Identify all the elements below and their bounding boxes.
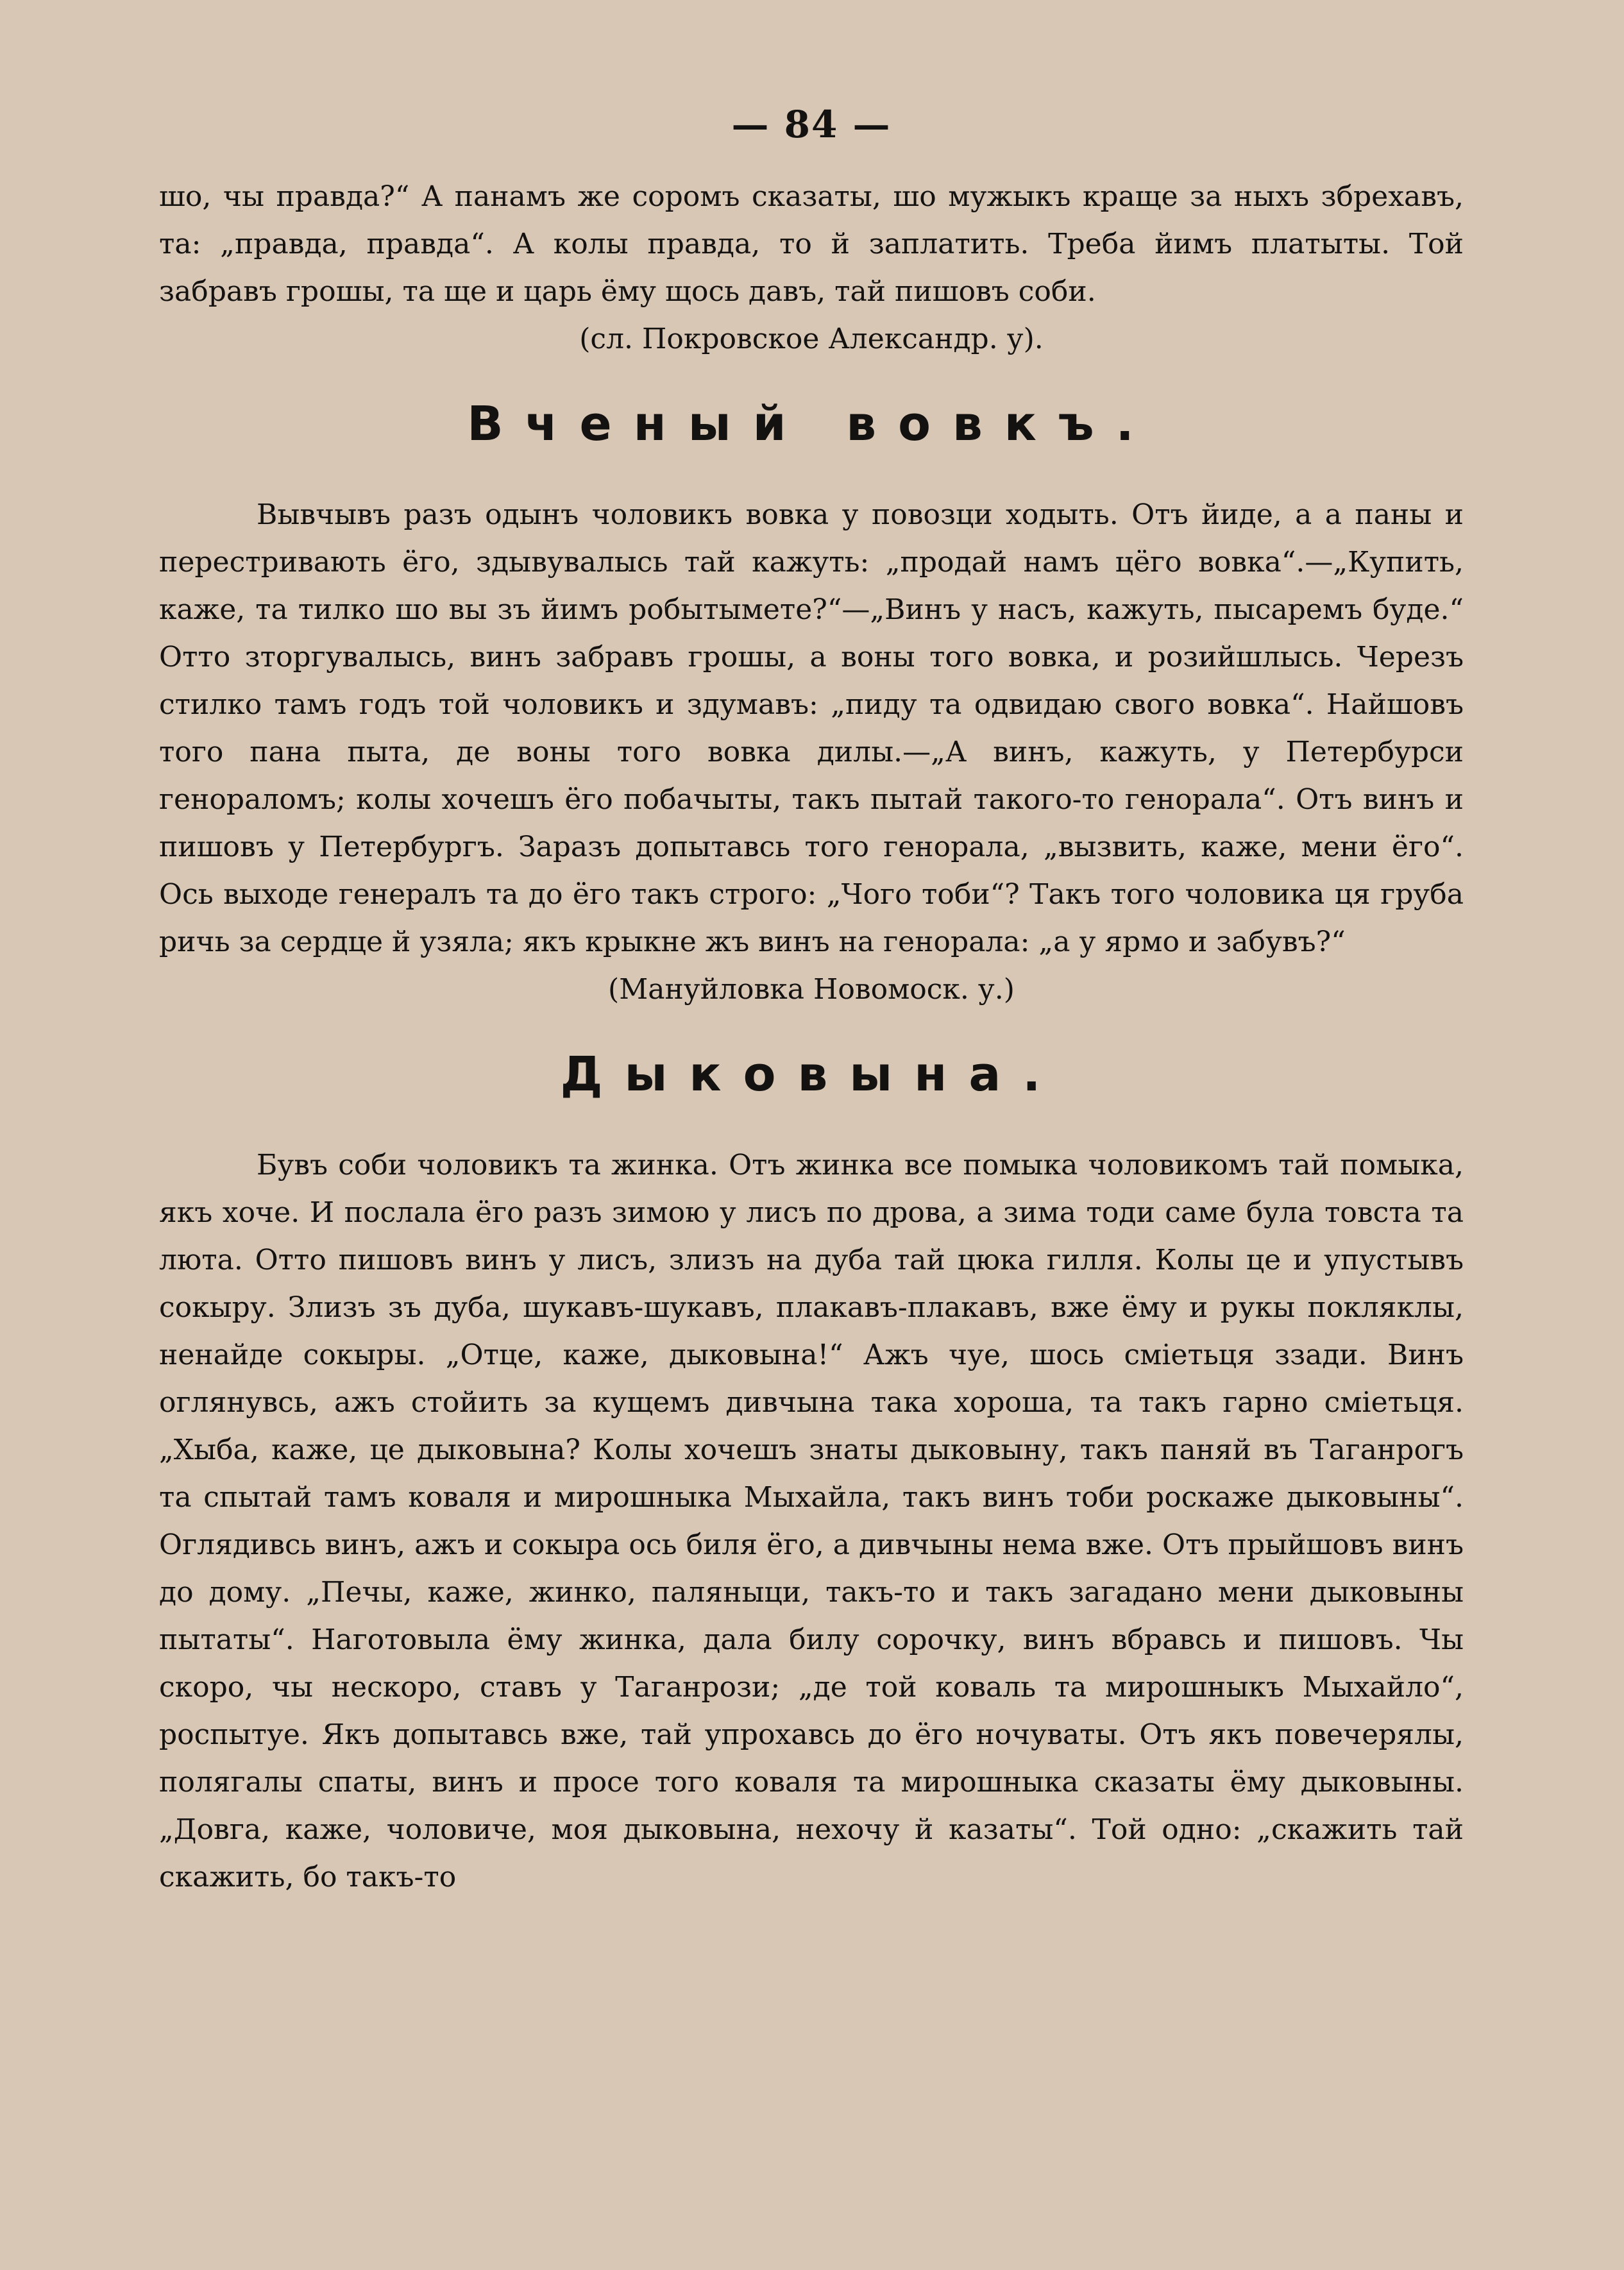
page — [159, 103, 1464, 1901]
story-source-vchenyi-vovk: (Мануйловка Новомоск. у.) — [608, 973, 1015, 1006]
story-title-dykovyna: Дыковына. — [560, 1047, 1063, 1102]
story-text-vchenyi-vovk: Вывчывъ разъ одынъ чоловикъ вовка у повозци ходыть. Отъ йиде, а а паны и перестривають ёго, здывувалысь тай кажуть: „продай намъ цёго вовка“.—„Купить, каже, та тилко шо вы зъ йимъ робытымете?“—„Винъ у насъ, кажуть, пысаремъ буде.“ Отто зторгувалысь, винъ забравъ грошы, а воны того вовка, и розийшлысь. Черезъ стилко тамъ годъ той чоловикъ и здумавъ: „пиду та одвидаю свого вовка“. Найшовъ того пана пыта, де воны того вовка дилы.—„А винъ, кажуть, у Петербурси генораломъ; колы хочешъ ёго побачыты, такъ пытай такого-то генорала“. Отъ винъ и пишовъ у Петербургъ. Заразъ допытавсь того генорала, „вызвить, каже, мени ёго“. Ось выходе генералъ та до ёго такъ строго: „Чого тоби“? Такъ того чоловика ця груба ричь за сердце й узяла; якъ крыкне жъ винъ на генорала: „а у ярмо и забувъ?“ — [159, 498, 1464, 958]
page-number: — 84 — — [731, 103, 892, 146]
continuation-source: (сл. Покровское Александр. у). — [579, 323, 1044, 355]
continuation-paragraph: шо, чы правда?“ А панамъ же соромъ сказаты, шо мужыкъ краще за ныхъ збрехавъ, та: „правда, правда“. А колы правда, то й заплатить. Треба йимъ платыты. Той забравъ грошы, та ще и царь ёму щось давъ, тай пишовъ соби. — [159, 180, 1464, 308]
story-title-vchenyi-vovk: Вченый вовкъ. — [467, 396, 1156, 452]
story-text-dykovyna: Бувъ соби чоловикъ та жинка. Отъ жинка все помыка чоловикомъ тай помыка, якъ хоче. И послала ёго разъ зимою у лисъ по дрова, а зима тоди саме була товста та люта. Отто пишовъ винъ у лисъ, злизъ на дуба тай цюка гилля. Колы це и упустывъ сокыру. Злизъ зъ дуба, шукавъ-шукавъ, плакавъ-плакавъ, вже ёму и рукы покляклы, ненайде сокыры. „Отце, каже, дыковына!“ Ажъ чуе, шось сміетьця ззади. Винъ оглянувсь, ажъ стойить за кущемъ дивчына така хороша, та такъ гарно сміетьця. „Хыба, каже, це дыковына? Колы хочешъ знаты дыковыну, такъ паняй въ Таганрогъ та спытай тамъ коваля и мирошныка Мыхайла, такъ винъ тоби роскаже дыковыны“. Оглядивсь винъ, ажъ и сокыра ось биля ёго, а дивчыны нема вже. Отъ прыйшовъ винъ до дому. „Печы, каже, жинко, паляныци, такъ-то и такъ загадано мени дыковыны пытаты“. Наготовыла ёму жинка, дала билу сорочку, винъ вбравсь и пишовъ. Чы скоро, чы нескоро, ставъ у Таганрози; „де той коваль та мирошныкъ Мыхайло“, роспытуе. Якъ допытавсь вже, тай упрохавсь до ёго ночуваты. Отъ якъ повечерялы, полягалы спаты, винъ и просе того коваля та мирошныка сказаты ёму дыковыны. „Довга, каже, чоловиче, моя дыковына, нехочу й казаты“. Той одно: „скажить тай скажить, бо такъ-то — [159, 1149, 1464, 1893]
